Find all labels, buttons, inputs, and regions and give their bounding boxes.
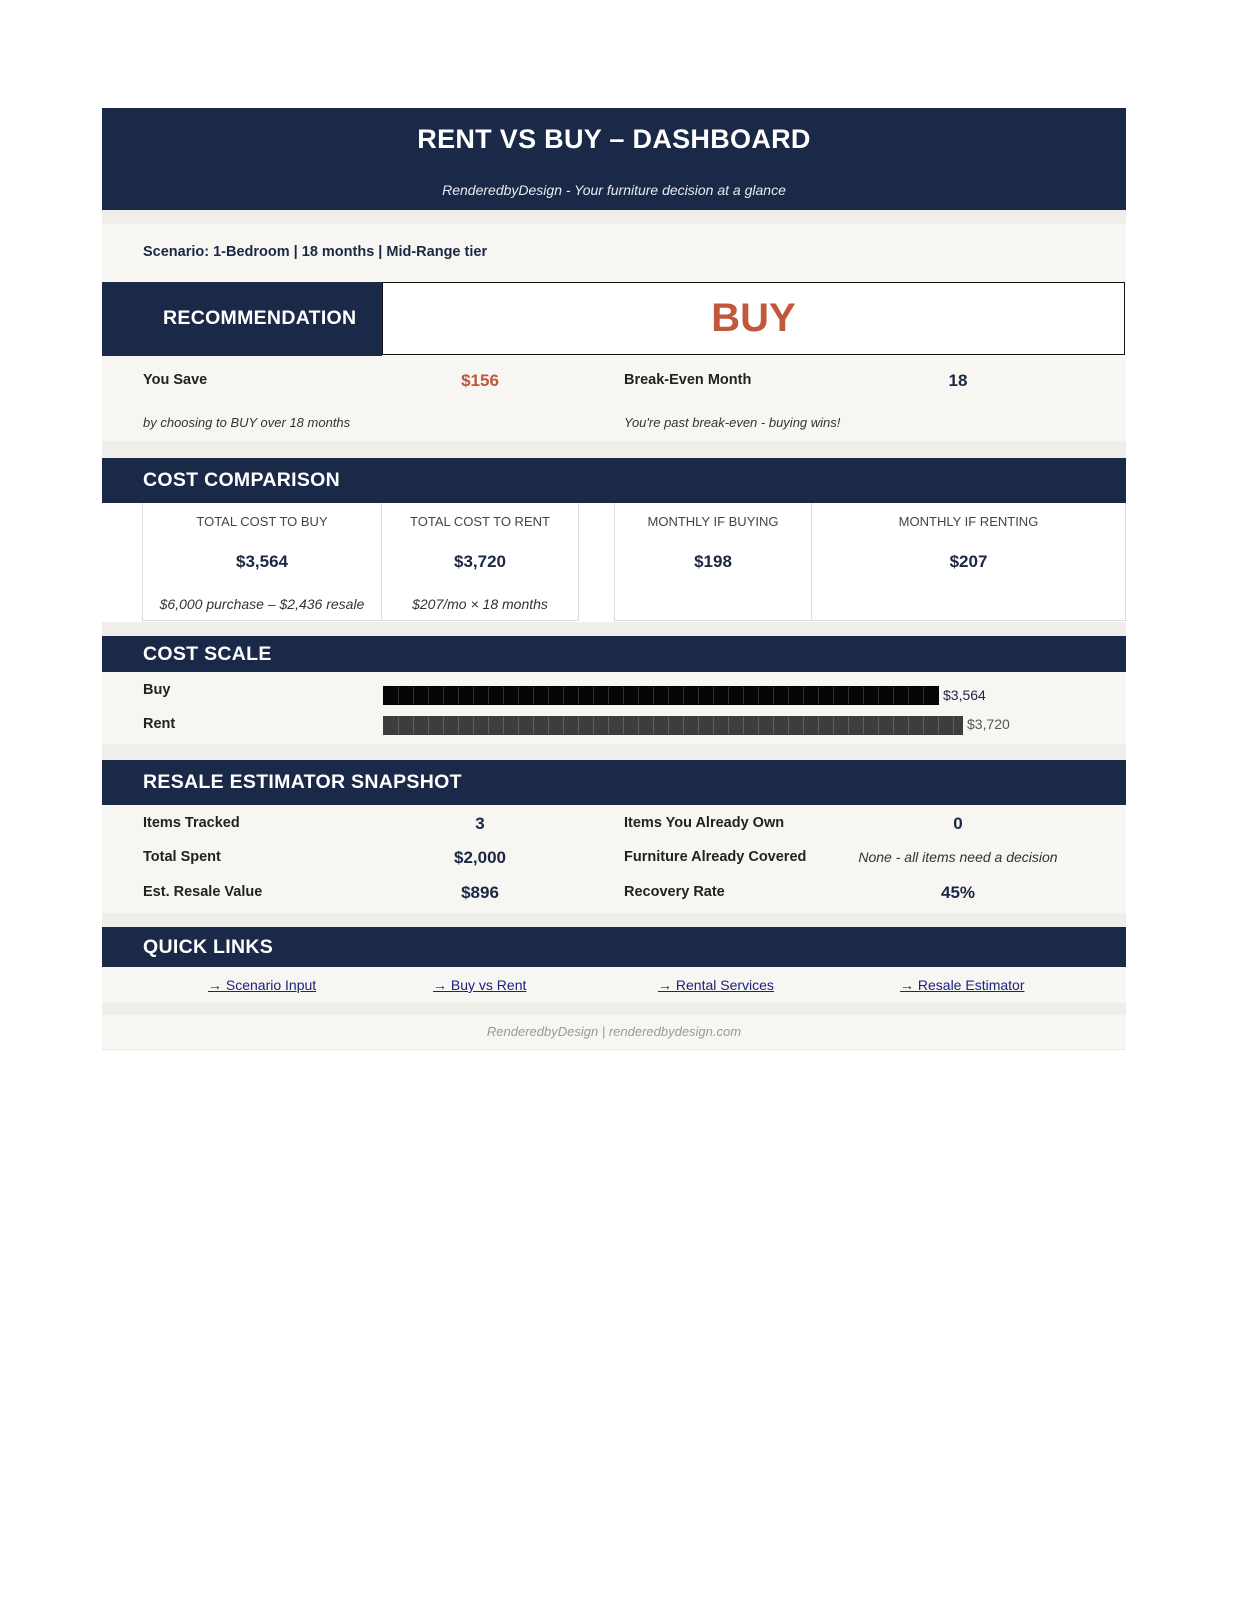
spacer — [102, 744, 1126, 760]
furniture-covered-value: None - all items need a decision — [858, 849, 1058, 865]
dashboard-header — [102, 108, 1126, 210]
link-rental-services[interactable]: → Rental Services — [658, 977, 774, 993]
scale-rent-label: Rent — [143, 716, 176, 732]
quick-links-header — [102, 927, 1126, 967]
card-value: $3,564 — [236, 552, 288, 571]
rent-cost-bar-label: $3,720 — [967, 716, 1010, 732]
resale-value-value: $896 — [461, 883, 499, 902]
page-title: RENT VS BUY – DASHBOARD — [417, 124, 811, 154]
recommendation-row — [102, 282, 1126, 356]
link-resale-estimator[interactable]: → Resale Estimator — [900, 977, 1025, 993]
items-tracked-label: Items Tracked — [143, 815, 240, 831]
cost-scale-header — [102, 636, 1126, 672]
break-even-label: Break-Even Month — [624, 372, 752, 388]
scale-buy-label: Buy — [143, 682, 171, 698]
quick-links-panel — [102, 967, 1126, 1003]
break-even-value: 18 — [948, 371, 968, 390]
resale-header — [102, 760, 1126, 805]
items-owned-value: 0 — [953, 814, 963, 833]
cost-comparison-header — [102, 458, 1126, 503]
card-value: $207 — [949, 552, 988, 571]
total-spent-value: $2,000 — [454, 848, 506, 867]
savings-panel — [102, 356, 1126, 441]
buy-cost-bar-label: $3,564 — [943, 687, 986, 703]
total-cost-rent-card — [381, 503, 579, 621]
you-save-value: $156 — [461, 371, 499, 390]
spacer — [102, 622, 1126, 636]
card-caption: MONTHLY IF BUYING — [647, 514, 779, 529]
total-spent-label: Total Spent — [143, 849, 221, 865]
rent-cost-bar — [383, 716, 963, 735]
resale-value-label: Est. Resale Value — [143, 884, 263, 900]
spacer — [102, 210, 1126, 224]
card-note: $207/mo × 18 months — [412, 596, 548, 612]
recommendation-value: BUY — [711, 296, 796, 340]
cost-comparison-panel — [102, 503, 1126, 622]
spacer — [102, 913, 1126, 927]
furniture-covered-label: Furniture Already Covered — [624, 849, 807, 865]
buy-cost-bar — [383, 686, 939, 705]
page-subtitle: RenderedbyDesign - Your furniture decision at a glance — [442, 182, 786, 198]
recovery-rate-value: 45% — [940, 883, 976, 902]
you-save-label: You Save — [143, 372, 208, 388]
cost-comparison-title: COST COMPARISON — [143, 469, 340, 491]
recommendation-label: RECOMMENDATION — [163, 307, 357, 329]
recovery-rate-label: Recovery Rate — [624, 884, 725, 900]
recommendation-value-cell — [382, 282, 1125, 355]
resale-panel — [102, 805, 1126, 913]
card-caption: TOTAL COST TO RENT — [410, 514, 550, 529]
items-tracked-value: 3 — [475, 814, 485, 833]
link-buy-vs-rent[interactable]: → Buy vs Rent — [433, 977, 527, 993]
card-caption: MONTHLY IF RENTING — [898, 514, 1039, 529]
card-note: $6,000 purchase – $2,436 resale — [159, 596, 365, 612]
card-value: $3,720 — [454, 552, 506, 571]
you-save-note: by choosing to BUY over 18 months — [143, 415, 351, 430]
card-value: $198 — [694, 552, 732, 571]
total-cost-buy-card — [142, 503, 382, 621]
resale-title: RESALE ESTIMATOR SNAPSHOT — [143, 771, 462, 793]
scenario-bar — [102, 224, 1126, 282]
recommendation-label-cell — [102, 282, 382, 356]
footer-text: RenderedbyDesign | renderedbydesign.com — [486, 1024, 742, 1039]
dashboard-sheet — [102, 108, 1126, 1050]
cost-scale-panel — [102, 672, 1126, 744]
quick-links-title: QUICK LINKS — [143, 936, 274, 958]
items-owned-label: Items You Already Own — [624, 815, 785, 831]
footer — [102, 1015, 1126, 1050]
scenario-text: Scenario: 1-Bedroom | 18 months | Mid-Range tier — [143, 244, 488, 260]
break-even-note: You're past break-even - buying wins! — [624, 415, 841, 430]
cost-scale-title: COST SCALE — [143, 643, 272, 665]
card-caption: TOTAL COST TO BUY — [196, 514, 328, 529]
monthly-renting-card — [811, 503, 1126, 621]
spacer — [102, 441, 1126, 458]
spacer — [102, 1003, 1126, 1015]
link-scenario-input[interactable]: → Scenario Input — [208, 977, 317, 993]
monthly-buying-card — [614, 503, 812, 621]
